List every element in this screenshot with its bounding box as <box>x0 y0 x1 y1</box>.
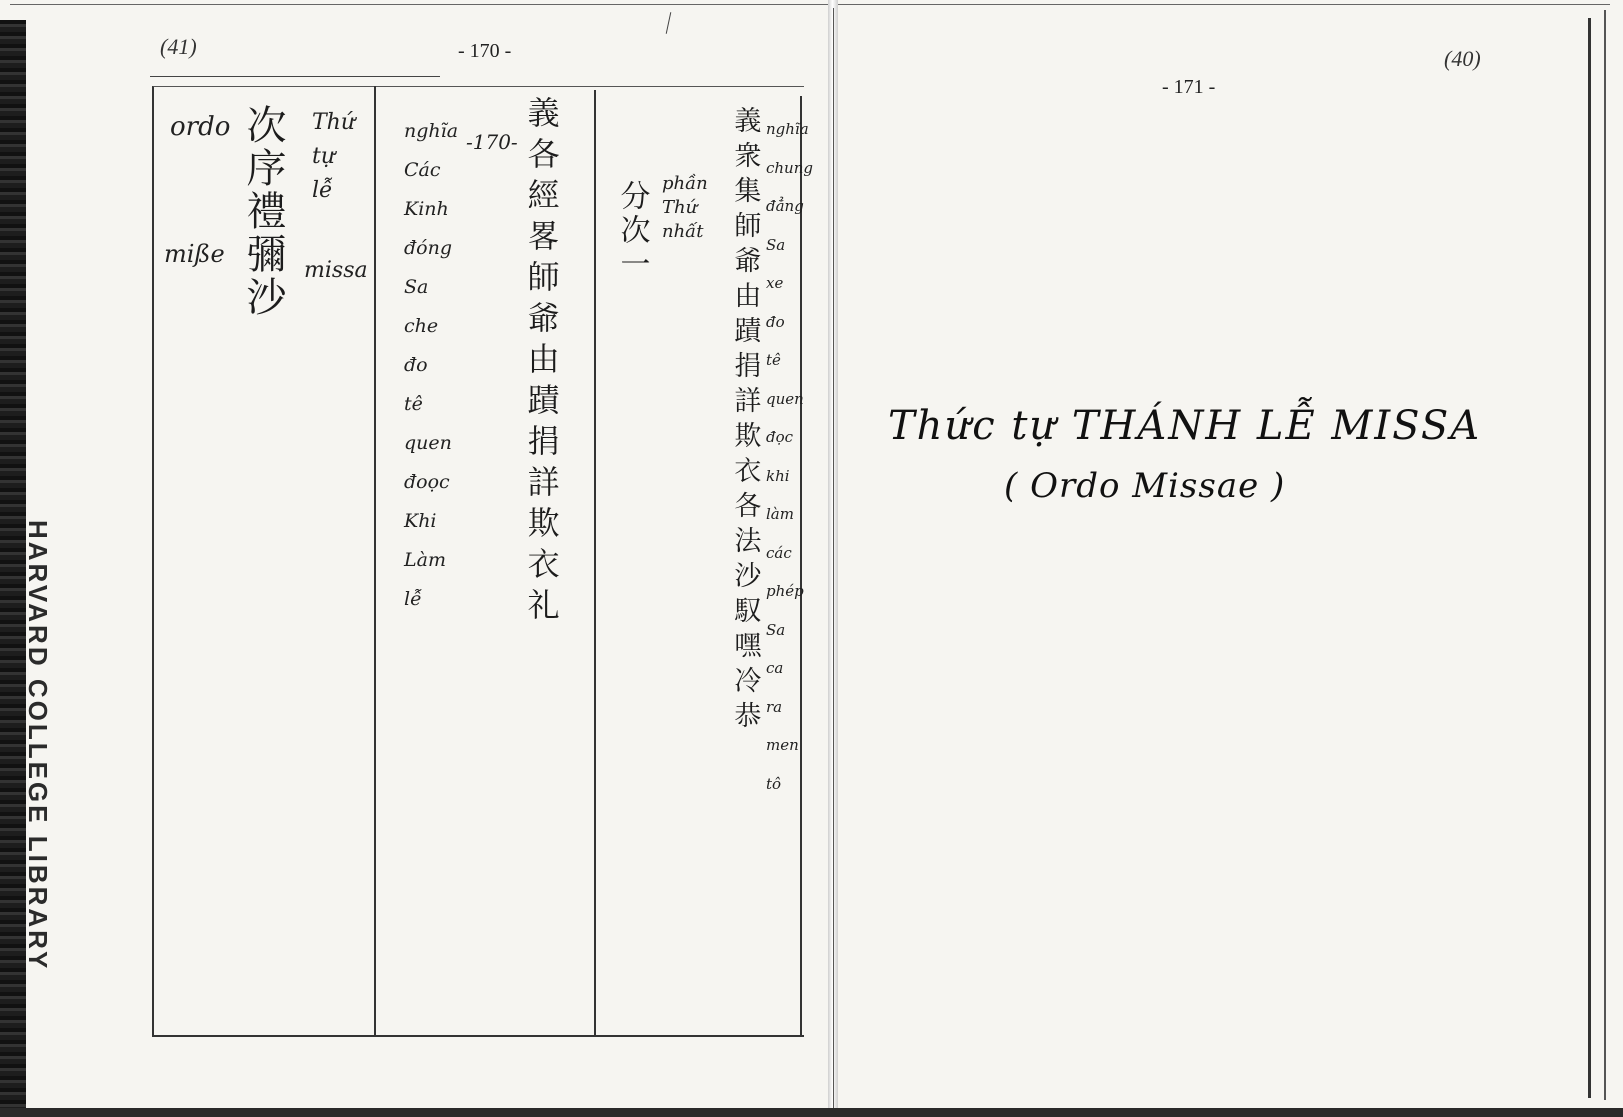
viet-word: che <box>404 315 439 337</box>
viet-word: đọc <box>766 428 794 446</box>
viet-word: đo <box>766 312 785 331</box>
left-folio-number: (41) <box>160 34 197 59</box>
viet-word: tê <box>766 351 781 369</box>
viet-word: tô <box>766 774 782 793</box>
viet-word: Làm <box>404 549 446 571</box>
right-page-edge <box>1588 18 1591 1098</box>
viet-word: phép <box>766 582 804 600</box>
viet-word: men <box>766 736 799 754</box>
column-rule-2 <box>594 90 596 1036</box>
latin-misse: miße <box>164 240 225 268</box>
viet-word: lễ <box>312 178 333 203</box>
viet-word: ca <box>766 659 784 677</box>
viet-thu-tu-le <box>312 106 355 208</box>
viet-word: nhất <box>662 221 704 242</box>
viet-word: phần <box>662 173 708 194</box>
viet-word: Các <box>404 159 441 181</box>
ink-mark <box>666 12 672 34</box>
margin-note-170: -170- <box>466 130 518 154</box>
chinese-col2: 義各經畧師爺由蹟捐詳欺衣礼 <box>522 96 561 629</box>
viet-word: khi <box>766 466 790 485</box>
viet-word: tê <box>404 393 423 415</box>
viet-word: đoọc <box>404 471 450 493</box>
chinese-phan-thu-nhat: 分次一 <box>614 180 650 282</box>
right-page-edge-outer <box>1604 10 1606 1100</box>
viet-phan-thu-nhat <box>662 172 708 244</box>
viet-word: Thứ <box>662 197 698 218</box>
viet-word: các <box>766 543 792 562</box>
top-edge-rule <box>10 4 1610 5</box>
viet-word: quen <box>766 389 804 408</box>
latin-ordo: ordo <box>170 112 231 142</box>
left-page-number: - 170 - <box>458 40 512 62</box>
viet-word: lễ <box>404 588 422 610</box>
viet-word: Kinh <box>404 198 449 220</box>
right-page-number: - 171 - <box>1162 76 1216 98</box>
gutter-line <box>833 8 834 1108</box>
viet-word: đo <box>404 354 428 376</box>
viet-word: xe <box>766 274 784 292</box>
missal-title: Thức tự THÁNH LỄ MISSA <box>888 403 1482 449</box>
header-underline <box>150 76 440 77</box>
viet-word: Sa <box>766 235 786 254</box>
viet-word: làm <box>766 505 794 523</box>
viet-word: ra <box>766 697 783 716</box>
viet-word: nghĩa <box>766 120 809 138</box>
right-folio-number: (40) <box>1444 46 1481 71</box>
viet-column-2 <box>404 112 458 619</box>
viet-word: tự <box>312 144 336 169</box>
viet-word: Sa <box>404 276 429 298</box>
viet-word: Khi <box>404 510 437 532</box>
missal-subtitle: ( Ordo Missae ) <box>1004 466 1286 506</box>
viet-word: nghĩa <box>404 120 459 142</box>
library-stamp: HARVARD COLLEGE LIBRARY <box>23 520 53 972</box>
viet-word: Sa <box>766 620 786 639</box>
chinese-col3: 義衆集師爺由蹟捐詳欺衣各法沙馭嘿冷恭 <box>729 106 761 736</box>
viet-word: Thứ <box>312 110 356 135</box>
column-rule-1 <box>374 86 376 1036</box>
bottom-edge-rule <box>0 1108 1623 1117</box>
chinese-title-col1: 次序禮彌沙 <box>240 104 286 319</box>
viet-missa: missa <box>304 258 368 283</box>
viet-word: đẳng <box>766 197 804 215</box>
viet-word: quen <box>404 432 452 454</box>
viet-word: đóng <box>404 237 453 259</box>
viet-word: chung <box>766 158 813 177</box>
viet-column-3 <box>766 110 813 803</box>
